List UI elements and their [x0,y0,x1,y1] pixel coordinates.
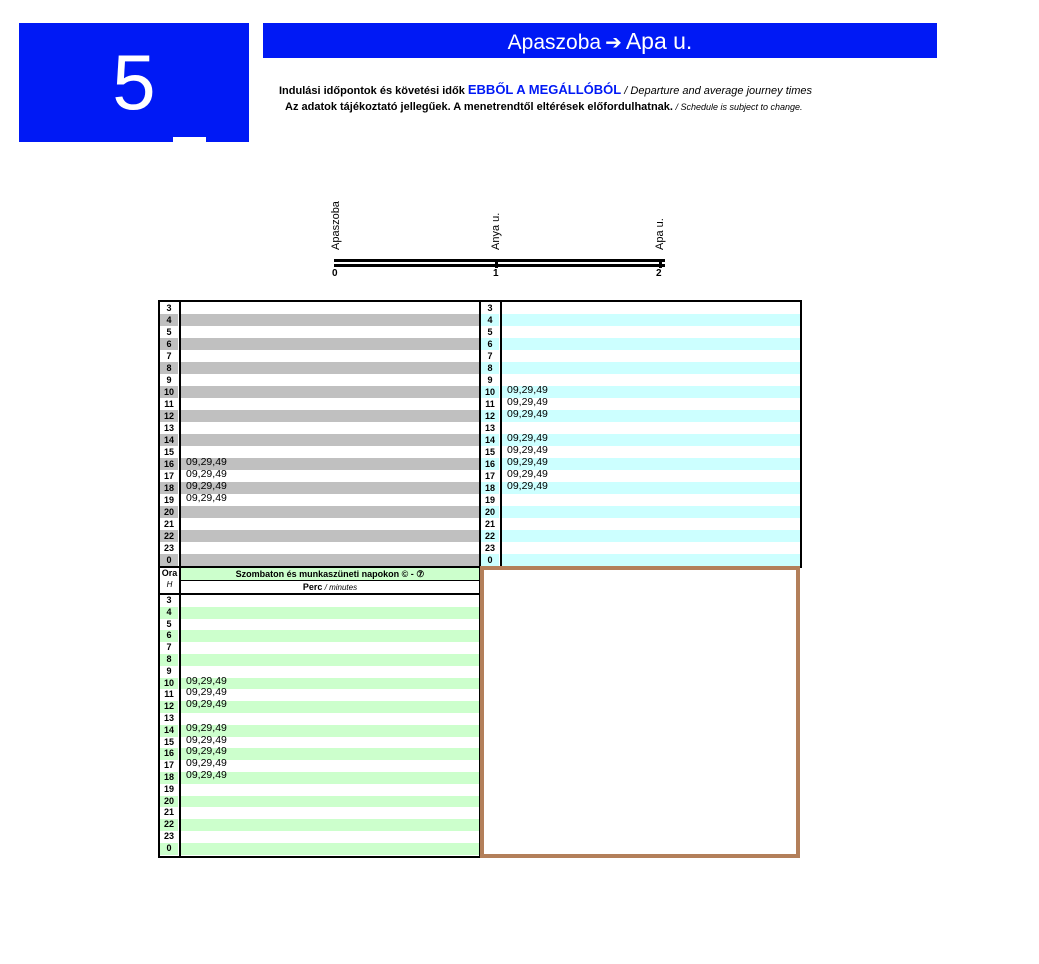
perc-label: Perc [302,582,323,592]
hour-cell: 20 [160,796,178,808]
minute-values: 09,29,49 [507,480,548,492]
hour-cell: 22 [160,530,178,542]
stop-tick-2 [659,259,662,268]
hour-cell: 19 [160,784,178,796]
hour-cell: 23 [481,542,499,554]
hour-header-sub: H [166,580,173,589]
hour-header [160,568,181,593]
hour-cell: 4 [160,314,178,326]
hour-cell: 16 [160,458,178,470]
minute-row [502,350,800,362]
hour-cell: 11 [160,398,178,410]
hour-cell: 14 [481,434,499,446]
weekend-table [158,566,481,858]
stop-index-2: 2 [656,268,662,279]
hour-cell: 9 [160,666,178,678]
hour-column-divider [179,302,181,566]
hour-cell: 17 [160,760,178,772]
info-line-2 [285,101,803,113]
minute-row [181,654,479,666]
minute-row [181,807,479,819]
hour-cell: 0 [160,554,178,566]
hour-cell: 21 [481,518,499,530]
minute-values: 09,29,49 [186,721,227,734]
hour-cell: 14 [160,725,178,737]
perc-header [181,581,479,593]
minute-values: 09,29,49 [186,468,227,480]
hour-cell: 5 [160,619,178,631]
hour-cell: 19 [160,494,178,506]
minute-row [181,506,479,518]
hour-cell: 3 [160,595,178,607]
minute-values: 09,29,49 [507,396,548,408]
title-bar [263,23,937,58]
info-english: / Departure and average journey times [621,85,813,97]
hour-cell: 13 [160,422,178,434]
hour-cell: 22 [160,819,178,831]
hour-cell: 15 [160,737,178,749]
route-box-notch [173,137,206,142]
info-line-1 [279,82,812,97]
hour-cell: 12 [481,410,499,422]
minute-row [502,326,800,338]
minute-values: 09,29,49 [186,745,227,758]
minute-row [181,302,479,314]
hour-cell: 4 [481,314,499,326]
hour-cell: 23 [160,831,178,843]
minute-values: 09,29,49 [186,674,227,687]
weekday-table-right [479,300,802,568]
weekend-title: Szombaton és munkaszüneti napokon © - ⑦ [181,568,479,581]
hour-cell: 9 [160,374,178,386]
route-number-box [19,23,249,142]
minute-row [181,434,479,446]
minute-row [502,518,800,530]
minute-row [181,422,479,434]
hour-cell: 3 [160,302,178,314]
hour-cell: 8 [481,362,499,374]
info-text: Indulási időpontok és követési idők [279,85,468,97]
minute-row [181,326,479,338]
hour-cell: 13 [160,713,178,725]
hour-column-divider [179,595,181,856]
minute-row [181,630,479,642]
minute-row [181,338,479,350]
route-line-top [334,259,665,262]
hour-cell: 8 [160,362,178,374]
minute-values: 09,29,49 [186,686,227,699]
arrow-right-icon: ➔ [605,32,622,54]
minute-values: 09,29,49 [507,432,548,444]
hour-cell: 11 [481,398,499,410]
hour-cell: 20 [481,506,499,518]
hour-cell: 7 [160,642,178,654]
minute-row [181,554,479,566]
minute-row [181,374,479,386]
hour-cell: 18 [481,482,499,494]
hour-header-label: Ora [161,568,178,578]
weekend-grid [160,595,479,856]
route-number: 5 [112,38,156,126]
hour-cell: 10 [160,678,178,690]
hour-cell: 12 [160,701,178,713]
route-line-bottom [334,264,665,267]
hour-cell: 18 [160,772,178,784]
minute-row [502,302,800,314]
minute-values: 09,29,49 [186,698,227,711]
hour-cell: 16 [481,458,499,470]
hour-cell: 9 [481,374,499,386]
minute-row [181,410,479,422]
stop-name-1: Anya u. [490,212,502,250]
minute-row [502,362,800,374]
minute-row [181,386,479,398]
minute-row [181,314,479,326]
minute-row [181,619,479,631]
minute-row [181,642,479,654]
hour-cell: 0 [160,843,178,855]
hour-cell: 6 [160,338,178,350]
hour-cell: 20 [160,506,178,518]
info-english-2: / Schedule is subject to change. [672,102,803,112]
minute-row [181,819,479,831]
minute-row [181,362,479,374]
hour-cell: 16 [160,748,178,760]
minute-values: 09,29,49 [507,456,548,468]
minute-row [181,542,479,554]
empty-frame [480,566,800,858]
stop-name-0: Apaszoba [330,201,342,250]
hour-cell: 7 [160,350,178,362]
minute-values: 09,29,49 [186,769,227,781]
minute-row [181,843,479,855]
hour-column-divider [500,302,502,566]
hour-cell: 17 [481,470,499,482]
minute-row [181,831,479,843]
stop-index-1: 1 [493,268,499,279]
minute-values: 09,29,49 [186,480,227,492]
minute-row [181,607,479,619]
hour-cell: 5 [481,326,499,338]
hour-cell: 11 [160,689,178,701]
minute-row [502,494,800,506]
minute-values: 09,29,49 [507,468,548,480]
hour-cell: 10 [481,386,499,398]
minute-row [502,554,800,566]
title-to: Apa u. [625,28,693,54]
hour-cell: 21 [160,518,178,530]
hour-cell: 0 [481,554,499,566]
hour-cell: 12 [160,410,178,422]
stop-tick-1 [495,259,498,268]
hour-cell: 4 [160,607,178,619]
perc-english: / minutes [322,583,358,592]
minute-row [502,542,800,554]
minute-row [181,784,479,796]
minute-row [181,530,479,542]
minute-row [502,338,800,350]
minute-values: 09,29,49 [186,492,227,504]
hour-cell: 21 [160,807,178,819]
stop-index-0: 0 [332,268,338,279]
hour-cell: 6 [160,630,178,642]
hour-cell: 17 [160,470,178,482]
minute-values: 09,29,49 [186,757,227,770]
minute-row [181,398,479,410]
hour-cell: 14 [160,434,178,446]
minute-row [502,530,800,542]
hour-cell: 8 [160,654,178,666]
minute-values: 09,29,49 [507,408,548,420]
minute-row [181,796,479,808]
hour-cell: 23 [160,542,178,554]
minute-values: 09,29,49 [507,444,548,456]
hour-cell: 3 [481,302,499,314]
minute-row [181,518,479,530]
title-from: Apaszoba [507,31,602,54]
hour-cell: 10 [160,386,178,398]
minute-values: 09,29,49 [186,456,227,468]
minute-row [502,506,800,518]
hour-cell: 15 [481,446,499,458]
minute-row [181,350,479,362]
stop-name-2: Apa u. [654,218,666,250]
hour-cell: 15 [160,446,178,458]
hour-cell: 6 [481,338,499,350]
info-text-2: Az adatok tájékoztató jellegűek. A menetrendtől eltérések előfordulhatnak. [285,101,673,113]
hour-cell: 7 [481,350,499,362]
hour-cell: 19 [481,494,499,506]
hour-cell: 5 [160,326,178,338]
minute-values: 09,29,49 [186,733,227,746]
minute-values: 09,29,49 [507,384,548,396]
weekday-table-left [158,300,481,568]
hour-cell: 13 [481,422,499,434]
minute-row [181,595,479,607]
hour-cell: 18 [160,482,178,494]
hour-cell: 22 [481,530,499,542]
minute-row [502,314,800,326]
info-highlight: EBBŐL A MEGÁLLÓBÓL [467,82,622,97]
